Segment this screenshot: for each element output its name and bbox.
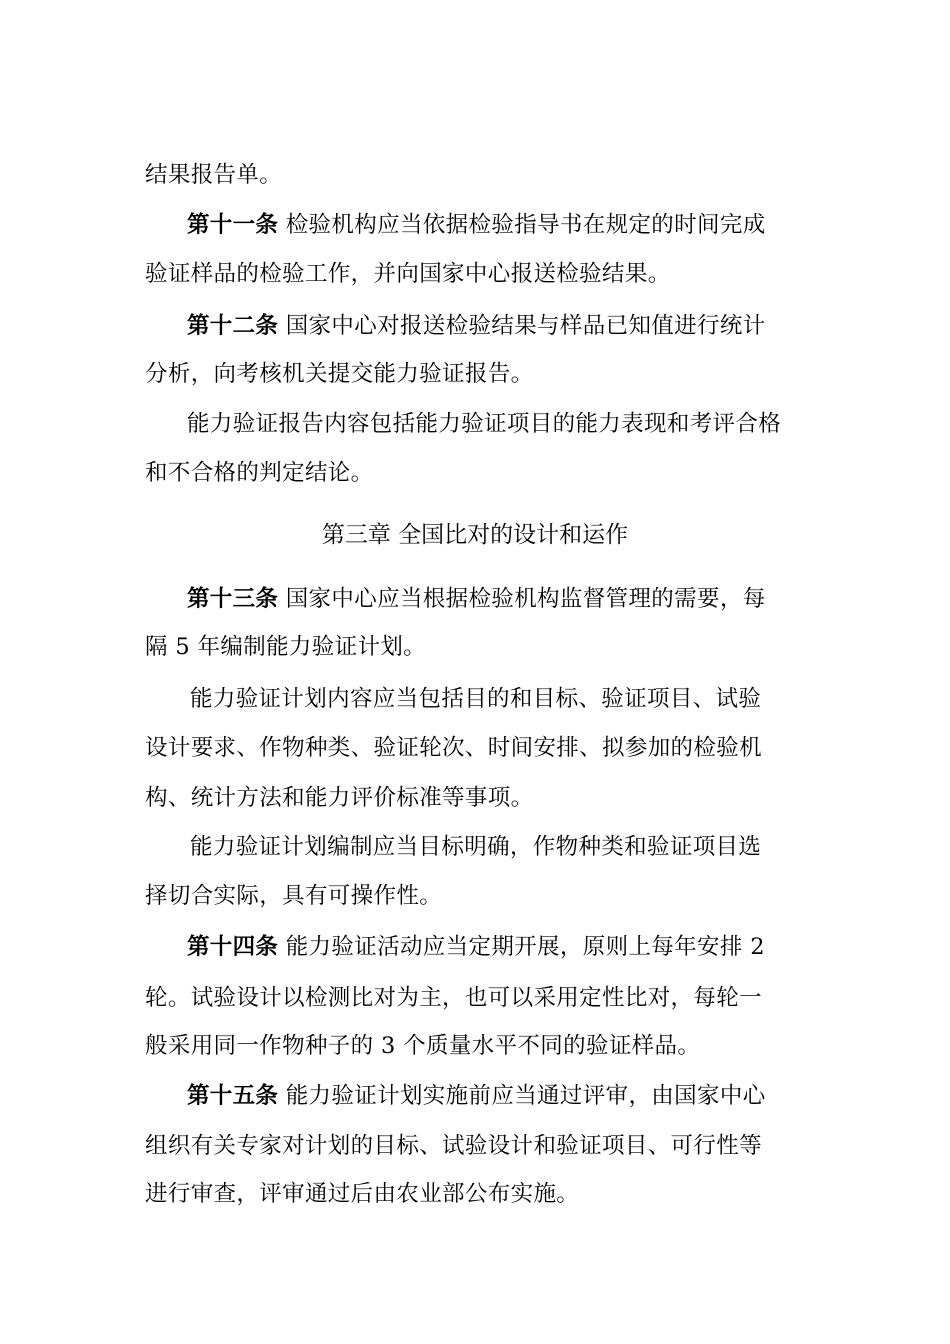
paragraph-line	[145, 259, 810, 289]
line-text: 能力验证报告内容包括能力验证项目的能力表现和考评合格	[187, 411, 782, 437]
paragraph-line	[145, 359, 810, 389]
paragraph-line	[145, 733, 810, 763]
paragraph-line	[145, 1131, 810, 1161]
paragraph-line	[145, 881, 810, 911]
line-text: 国家中心应当根据检验机构监督管理的需要，每	[278, 586, 766, 612]
paragraph-line	[145, 1031, 810, 1061]
line-text: 组织有关专家对计划的目标、试验设计和验证项目、可行性等	[145, 1133, 762, 1159]
paragraph-line	[145, 160, 810, 190]
line-text: 般采用同一作物种子的 3 个质量水平不同的验证样品。	[145, 1033, 701, 1059]
line-text: 择切合实际，具有可操作性。	[145, 883, 443, 909]
article-number: 第十三条	[187, 586, 279, 612]
article-13-line	[187, 584, 852, 614]
article-number: 第十二条	[187, 313, 279, 339]
paragraph-line	[190, 832, 855, 862]
article-number: 第十五条	[187, 1083, 279, 1109]
article-number: 第十一条	[187, 212, 279, 238]
article-11-line	[187, 210, 852, 240]
paragraph-line	[145, 632, 810, 662]
line-text: 国家中心对报送检验结果与样品已知值进行统计	[278, 313, 766, 339]
chapter-heading: 第三章 全国比对的设计和运作	[321, 522, 629, 548]
article-14-line	[187, 932, 852, 962]
line-text: 进行审查，评审通过后由农业部公布实施。	[145, 1181, 580, 1207]
line-text: 分析，向考核机关提交能力验证报告。	[145, 361, 534, 387]
line-text: 结果报告单。	[145, 162, 283, 188]
line-text: 能力验证计划内容应当包括目的和目标、验证项目、试验	[190, 686, 762, 712]
paragraph-line	[145, 458, 810, 488]
line-text: 设计要求、作物种类、验证轮次、时间安排、拟参加的检验机	[145, 735, 762, 761]
line-text: 隔 5 年编制能力验证计划。	[145, 634, 427, 660]
paragraph-line	[145, 783, 810, 813]
paragraph-line	[145, 983, 810, 1013]
paragraph-line	[145, 1179, 810, 1209]
line-text: 能力验证计划实施前应当通过评审，由国家中心	[278, 1083, 766, 1109]
article-15-line	[187, 1081, 852, 1111]
paragraph-line	[190, 684, 855, 714]
article-12-line	[187, 311, 852, 341]
line-text: 检验机构应当依据检验指导书在规定的时间完成	[278, 212, 766, 238]
paragraph-line	[187, 409, 852, 439]
line-text: 轮。试验设计以检测比对为主，也可以采用定性比对，每轮一	[145, 985, 762, 1011]
article-number: 第十四条	[187, 934, 279, 960]
line-text: 能力验证计划编制应当目标明确，作物种类和验证项目选	[190, 834, 762, 860]
line-text: 能力验证活动应当定期开展，原则上每年安排 2	[278, 934, 765, 960]
line-text: 构、统计方法和能力评价标准等事项。	[145, 785, 534, 811]
line-text: 和不合格的判定结论。	[145, 460, 374, 486]
line-text: 验证样品的检验工作，并向国家中心报送检验结果。	[145, 261, 671, 287]
